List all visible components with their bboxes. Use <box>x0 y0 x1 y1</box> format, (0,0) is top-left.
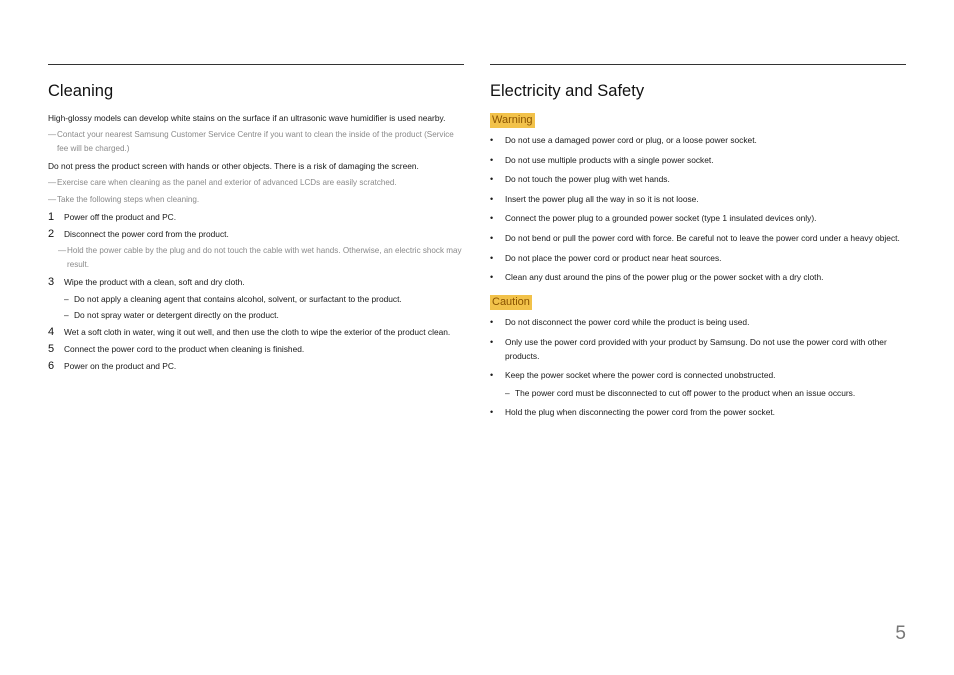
cleaning-step <box>48 342 464 356</box>
sub-dash: – <box>505 387 510 398</box>
caution-sub-item <box>505 386 906 400</box>
cleaning-section <box>48 64 464 376</box>
warning-item-text: Clean any dust around the pins of the power plug or the power socket with a dry cloth. <box>505 272 824 283</box>
warning-item-text: Do not touch the power plug with wet hands. <box>505 174 670 185</box>
caution-item-text: Do not disconnect the power cord while the product is being used. <box>505 317 750 328</box>
step-number: 6 <box>48 360 55 372</box>
step-number: 4 <box>48 326 55 338</box>
bullet: • <box>490 213 494 224</box>
service-note-text: Contact your nearest Samsung Customer Service Centre if you want to clean the inside of the product (Service fee will be charged.) <box>57 130 454 153</box>
bullet: • <box>490 154 494 165</box>
caution-sub-text: The power cord must be disconnected to cut off power to the product when an issue occurs. <box>515 387 856 398</box>
plug-note-text: Hold the power cable by the plug and do not touch the cable with wet hands. Otherwise, an electric shock may result. <box>67 246 462 269</box>
step-number: 3 <box>48 276 55 288</box>
note-dash: — <box>48 130 57 139</box>
bullet: • <box>490 336 494 347</box>
step-number: 5 <box>48 343 55 355</box>
caution-item-text: Keep the power socket where the power cord is connected unobstructed. <box>505 370 776 381</box>
caution-item-text: Only use the power cord provided with your product by Samsung. Do not use the power cord with other products. <box>505 336 887 361</box>
scratch-note-text: Exercise care when cleaning as the panel and exterior of advanced LCDs are easily scratched. <box>57 178 397 187</box>
sub-item-text: Do not apply a cleaning agent that contains alcohol, solvent, or surfactant to the product. <box>74 294 402 304</box>
bullet: • <box>490 193 494 204</box>
step-text: Wet a soft cloth in water, wing it out well, and then use the cloth to wipe the exterior of the product clean. <box>64 327 451 337</box>
sub-dash: – <box>64 310 69 320</box>
step-number: 2 <box>48 228 55 240</box>
bullet: • <box>490 174 494 185</box>
section-divider <box>48 64 464 65</box>
warning-item-text: Insert the power plug all the way in so it is not loose. <box>505 193 699 204</box>
step-number: 1 <box>48 211 55 223</box>
warning-item-text: Connect the power plug to a grounded power socket (type 1 insulated devices only). <box>505 213 817 224</box>
cleaning-step <box>48 359 464 373</box>
warning-item-text: Do not bend or pull the power cord with force. Be careful not to leave the power cord under a heavy object. <box>505 232 900 243</box>
warning-item <box>490 211 906 225</box>
caution-list <box>490 315 906 419</box>
bullet: • <box>490 252 494 263</box>
warning-item-text: Do not use a damaged power cord or plug, or a loose power socket. <box>505 135 757 145</box>
warning-item-text: Do not use multiple products with a single power socket. <box>505 154 714 165</box>
warning-item <box>490 251 906 265</box>
sub-dash: – <box>64 294 69 304</box>
warning-item <box>490 172 906 186</box>
bullet: • <box>490 135 494 145</box>
warning-item-text: Do not place the power cord or product near heat sources. <box>505 252 722 263</box>
screen-warning-text: Do not press the product screen with hands or other objects. There is a risk of damaging the screen. <box>48 161 419 171</box>
cleaning-step <box>48 325 464 339</box>
caution-item <box>490 405 906 419</box>
sub-item-text: Do not spray water or detergent directly on the product. <box>74 310 279 320</box>
cleaning-title: Cleaning <box>48 82 114 100</box>
warning-item <box>490 231 906 245</box>
safety-section <box>490 64 906 427</box>
warning-badge: Warning <box>492 114 533 126</box>
plug-note <box>58 244 464 272</box>
cleaning-step <box>48 210 464 224</box>
service-note <box>48 128 464 156</box>
caution-item <box>490 315 906 329</box>
step-text: Connect the power cord to the product when cleaning is finished. <box>64 344 305 354</box>
step-text: Power on the product and PC. <box>64 361 177 371</box>
steps-note <box>48 193 464 207</box>
note-dash: — <box>58 246 67 255</box>
cleaning-step <box>48 227 464 241</box>
step-text: Power off the product and PC. <box>64 212 177 222</box>
note-dash: — <box>48 178 57 187</box>
caution-badge: Caution <box>492 296 530 309</box>
note-dash: — <box>48 195 57 204</box>
bullet: • <box>490 272 494 283</box>
section-divider <box>490 64 906 65</box>
bullet: • <box>490 406 494 417</box>
warning-item <box>490 153 906 167</box>
bullet: • <box>490 232 494 243</box>
caution-item <box>490 335 906 363</box>
warning-item <box>490 270 906 284</box>
warning-item <box>490 192 906 206</box>
warning-item <box>490 133 906 147</box>
bullet: • <box>490 317 494 328</box>
steps-note-text: Take the following steps when cleaning. <box>57 195 200 204</box>
step-sub-item <box>64 308 464 322</box>
step-sub-item <box>64 292 464 306</box>
cleaning-intro: High-glossy models can develop white stains on the surface if an ultrasonic wave humidifier is used nearby. <box>48 113 446 123</box>
step-text: Disconnect the power cord from the product. <box>64 229 229 239</box>
cleaning-step <box>48 275 464 289</box>
step-text: Wipe the product with a clean, soft and dry cloth. <box>64 277 245 287</box>
bullet: • <box>490 370 494 381</box>
warning-list <box>490 133 906 284</box>
caution-item-text: Hold the plug when disconnecting the power cord from the power socket. <box>505 406 776 417</box>
caution-item <box>490 368 906 382</box>
page-number: 5 <box>895 623 906 644</box>
safety-title: Electricity and Safety <box>490 82 645 100</box>
scratch-note <box>48 176 464 190</box>
